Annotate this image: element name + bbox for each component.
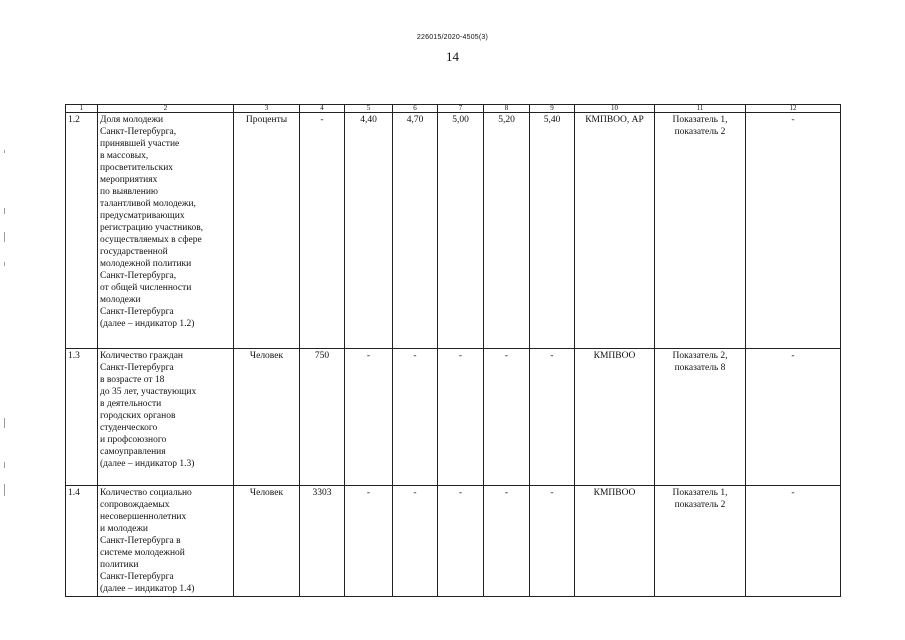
value-cell: - <box>484 486 530 597</box>
indicator-name: Доля молодежи Санкт-Петербурга, принявшей участие в массовых, просветительских мероприятиях по выявлению талантливой молодежи, предусматривающих регистрацию участников, осуществляемых в сфере государственной молодежной политики Санкт-Петербурга, от общей численности молодежи Санкт-Петербурга (далее – индикатор 1.2) <box>98 113 234 349</box>
column-number: 12 <box>746 105 841 113</box>
value-cell: 750 <box>300 349 345 486</box>
linked-indicators: Показатель 1, показатель 2 <box>655 486 746 597</box>
column-number: 6 <box>393 105 438 113</box>
page-number: 14 <box>446 49 459 64</box>
table-row <box>66 486 841 597</box>
row-number: 1.3 <box>66 349 98 486</box>
column-number: 8 <box>484 105 530 113</box>
value-cell: - <box>484 349 530 486</box>
table-row <box>66 113 841 349</box>
value-cell: 5,00 <box>438 113 484 349</box>
value-cell: - <box>300 113 345 349</box>
responsible-executor: КМПВОО <box>575 349 655 486</box>
column-number-row <box>66 105 841 113</box>
unit: Проценты <box>234 113 300 349</box>
value-cell: - <box>393 486 438 597</box>
value-cell: - <box>530 486 575 597</box>
row-number: 1.2 <box>66 113 98 349</box>
linked-indicators: Показатель 1, показатель 2 <box>655 113 746 349</box>
indicator-name: Количество социально сопровождаемых несовершеннолетних и молодежи Санкт-Петербурга в системе молодежной политики Санкт-Петербурга (далее – индикатор 1.4) <box>98 486 234 597</box>
unit: Человек <box>234 486 300 597</box>
value-cell: - <box>438 349 484 486</box>
indicator-name: Количество граждан Санкт-Петербурга в возрасте от 18 до 35 лет, участвующих в деятельности городских органов студенческого и профсоюзного самоуправления (далее – индикатор 1.3) <box>98 349 234 486</box>
value-cell: - <box>438 486 484 597</box>
value-cell: 4,70 <box>393 113 438 349</box>
column-number: 2 <box>98 105 234 113</box>
document-id: 226015/2020-4505(3) <box>416 34 489 41</box>
value-cell: 3303 <box>300 486 345 597</box>
column-number: 11 <box>655 105 746 113</box>
value-cell: 5,20 <box>484 113 530 349</box>
column-number: 5 <box>345 105 393 113</box>
value-cell: - <box>393 349 438 486</box>
row-number: 1.4 <box>66 486 98 597</box>
column-number: 9 <box>530 105 575 113</box>
column-number: 1 <box>66 105 98 113</box>
indicator-table <box>65 104 841 597</box>
value-cell: 4,40 <box>345 113 393 349</box>
value-cell: - <box>530 349 575 486</box>
responsible-executor: КМПВОО, АР <box>575 113 655 349</box>
value-cell: - <box>746 486 841 597</box>
value-cell: - <box>345 349 393 486</box>
linked-indicators: Показатель 2, показатель 8 <box>655 349 746 486</box>
table-row <box>66 349 841 486</box>
value-cell: - <box>746 113 841 349</box>
value-cell: - <box>345 486 393 597</box>
unit: Человек <box>234 349 300 486</box>
column-number: 7 <box>438 105 484 113</box>
value-cell: - <box>746 349 841 486</box>
value-cell: 5,40 <box>530 113 575 349</box>
column-number: 3 <box>234 105 300 113</box>
column-number: 10 <box>575 105 655 113</box>
responsible-executor: КМПВОО <box>575 486 655 597</box>
column-number: 4 <box>300 105 345 113</box>
scan-edge-marks <box>4 0 8 640</box>
